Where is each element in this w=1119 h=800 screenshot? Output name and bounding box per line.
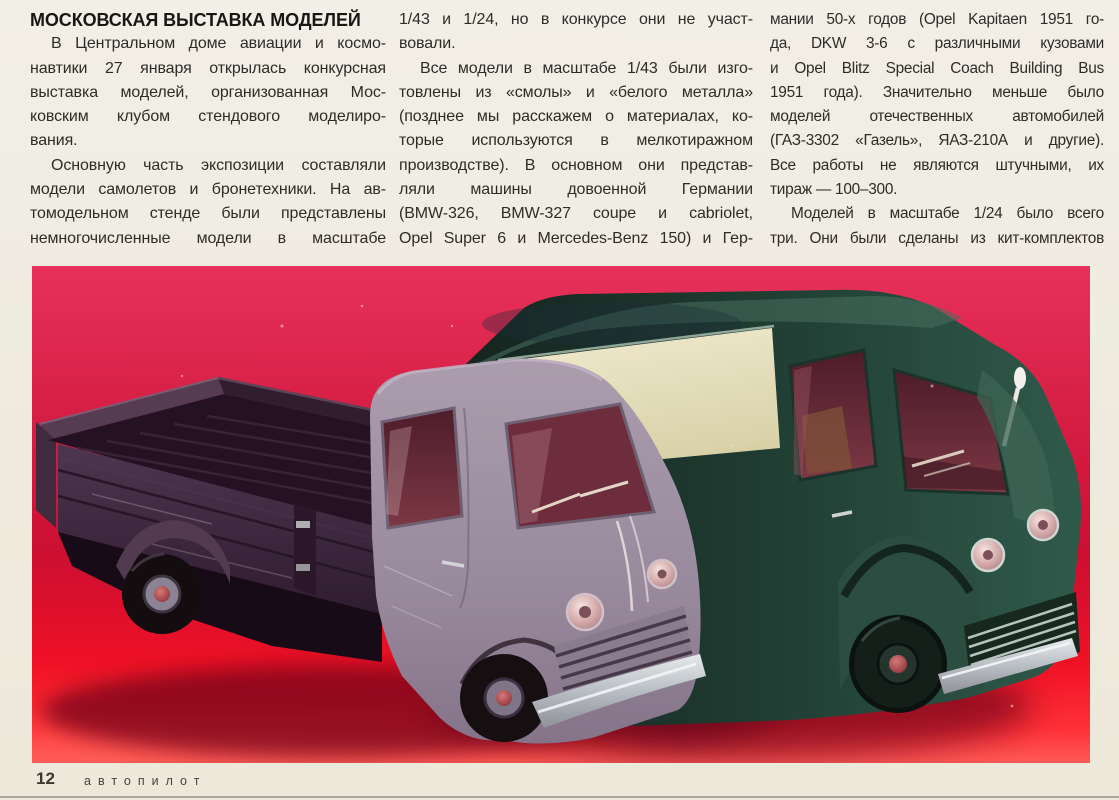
- text-line: моделей отечественных автомобилей: [770, 108, 1104, 126]
- text-line: ляли машины довоенной Германии: [399, 181, 753, 199]
- text-line: (BMW-326, BMW-327 coupe и cabriolet,: [399, 205, 753, 223]
- text-line: Opel Super 6 и Mercedes-Benz 150) и Гер-: [399, 229, 753, 247]
- text-line: товлены из «смолы» и «белого металла»: [399, 83, 753, 101]
- text-line: выставка моделей, организованная Мос-: [30, 83, 386, 101]
- text-line: томодельном стенде были представлены: [30, 205, 386, 223]
- text-line: да, DKW 3-6 с различными кузовами: [770, 35, 1104, 53]
- text-line: вовали.: [399, 35, 456, 53]
- article-column-1: [30, 8, 386, 251]
- text-line: три. Они были сделаны из кит-комплектов: [770, 229, 1104, 247]
- text-line: производстве). В основном они представ-: [399, 156, 753, 174]
- text-line: Все модели в масштабе 1/43 были изго-: [420, 59, 753, 77]
- text-line: Моделей в масштабе 1/24 было всего: [791, 205, 1104, 223]
- page-number: 12: [36, 769, 55, 788]
- text-line: В Центральном доме авиации и космо-: [51, 35, 386, 53]
- pickup-rear-wheel: [122, 554, 202, 634]
- text-line: навтики 27 января открылась конкурсная: [30, 59, 386, 77]
- text-line: (позднее мы расскажем о материалах, ко-: [399, 108, 753, 126]
- exhibit-photo: [32, 266, 1090, 763]
- bottom-rule: [0, 796, 1119, 798]
- article-title: МОСКОВСКАЯ ВЫСТАВКА МОДЕЛЕЙ: [30, 10, 361, 30]
- text-line: Основную часть экспозиции составляли: [51, 156, 386, 174]
- text-line: модели самолетов и бронетехники. На ав-: [30, 181, 386, 199]
- text-line: (ГАЗ-3302 «Газель», ЯАЗ-210А и другие).: [770, 132, 1104, 150]
- pickup-front-wheel: [460, 654, 548, 742]
- article-column-2: [399, 8, 753, 251]
- text-line: мании 50-х годов (Opel Kapitaen 1951 го-: [770, 11, 1104, 28]
- text-line: немногочисленные модели в масштабе: [30, 229, 386, 247]
- article-column-3: [770, 8, 1104, 251]
- magazine-name: автопилот: [84, 774, 207, 788]
- text-line: 1/43 и 1/24, но в конкурсе они не участ-: [399, 11, 753, 28]
- text-line: тираж — 100–300.: [770, 181, 898, 199]
- text-line: торые используются в мелкотиражном: [399, 132, 753, 150]
- text-line: и Opel Blitz Special Coach Building Bus: [770, 59, 1104, 77]
- text-line: 1951 года). Значительно меньше было: [770, 83, 1104, 101]
- text-line: ковским клубом стендового моделиро-: [30, 108, 386, 126]
- text-line: вания.: [30, 132, 78, 150]
- van-front-wheel: [849, 615, 947, 713]
- text-line: Все работы не являются штучными, их: [770, 156, 1104, 174]
